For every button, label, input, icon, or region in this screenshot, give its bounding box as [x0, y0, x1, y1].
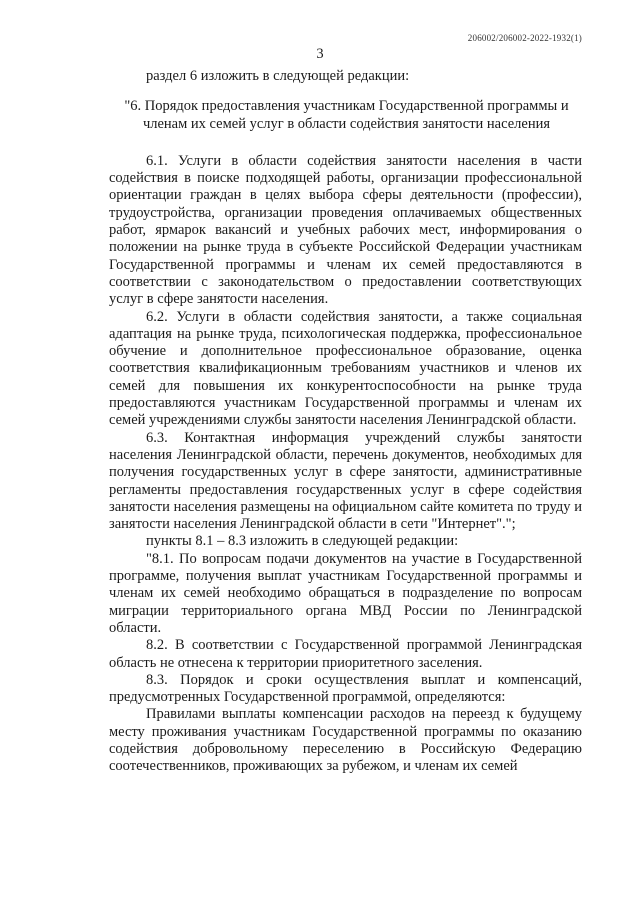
paragraph-6-2: 6.2. Услуги в области содействия занятости, а также социальная адаптация на рынке труда, психологическая поддержка, профессиональное обучение и дополнительное профессиональное образование, оценка соответствия квалификационным требованиям участников и членов их семей для повышения их конкурентоспособности на рынке труда предоставляются участникам Государственной программы и членам их семей учреждениями службы занятости населения Ленинградской области. — [109, 308, 582, 429]
paragraph-points-8: пункты 8.1 – 8.3 изложить в следующей редакции: — [146, 533, 459, 550]
paragraph-6-3: 6.3. Контактная информация учреждений службы занятости населения Ленинградской области, перечень документов, необходимых для получения государственных услуг в сфере занятости, административные регламенты предоставления государственных услуг в сфере содействия занятости населения размещены на официальном сайте комитета по труду и занятости населения Ленинградской области в сети "Интернет"."; — [109, 429, 582, 533]
document-id: 206002/206002-2022-1932(1) — [467, 33, 582, 43]
document-body — [109, 68, 582, 776]
paragraph-8-3: 8.3. Порядок и сроки осуществления выплат и компенсаций, предусмотренных Государственной программой, определяются: — [109, 671, 582, 706]
paragraph-6-1: 6.1. Услуги в области содействия занятости населения в части содействия в поиске подходящей работы, организации профессиональной ориентации граждан в целях выбора сферы деятельности (профессии), трудоустройства, организации проведения оплачиваемых общественных работ, ярмарок вакансий и учебных рабочих мест, информирования о положении на рынке труда в субъекте Российской Федерации участникам Государственной программы и членам их семей предоставляются в соответствии с законодательством о предоставлении соответствующих услуг в сфере занятости населения. — [109, 152, 582, 308]
paragraph-rules: Правилами выплаты компенсации расходов на переезд к будущему месту проживания участникам Государственной программы по оказанию содействия добровольному переселению в Российскую Федерацию соотечественников, проживающих за рубежом, и членам их семей — [109, 706, 582, 775]
page-number: 3 — [316, 46, 324, 62]
paragraph-8-1: "8.1. По вопросам подачи документов на участие в Государственной программе, получения выплат участникам Государственной программы и членам их семей необходимо обращаться в подразделение по вопросам миграции территориального органа МВД России по Ленинградской области. — [109, 550, 582, 636]
section-heading: "6. Порядок предоставления участникам Государственной программы и членам их семей услуг в области содействия занятости населения — [124, 98, 569, 132]
intro-line: раздел 6 изложить в следующей редакции: — [146, 68, 410, 84]
paragraph-8-2: 8.2. В соответствии с Государственной программой Ленинградская область не отнесена к территории приоритетного заселения. — [109, 637, 582, 671]
